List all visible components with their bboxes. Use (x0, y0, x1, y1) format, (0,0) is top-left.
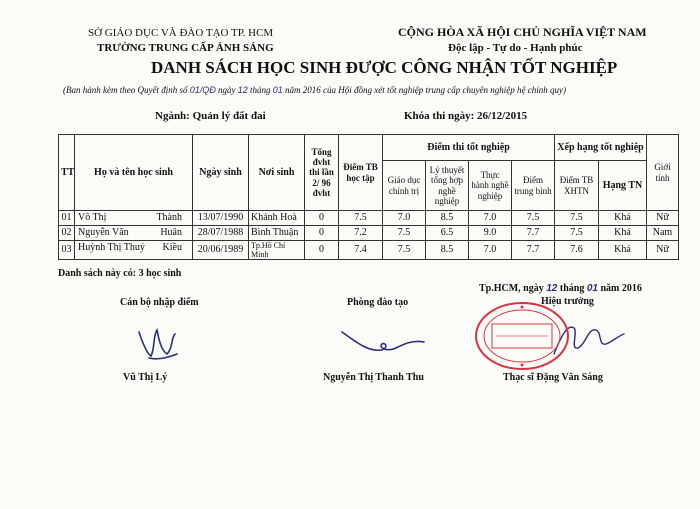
cell-dob: 28/07/1988 (193, 226, 249, 241)
cell-gender: Nữ (647, 241, 679, 260)
signature-month: 01 (586, 283, 598, 294)
school-seal-icon (472, 300, 572, 372)
cell-xhtn: 7.5 (555, 211, 599, 226)
cell-theory: 8.5 (426, 241, 469, 260)
col-gender: Giới tính (647, 135, 679, 211)
cell-rank: Khá (599, 241, 647, 260)
cell-dob: 20/06/1989 (193, 241, 249, 260)
subtitle-part-1: (Ban hành kèm theo Quyết định số (63, 85, 188, 95)
cell-pob: Bình Thuận (249, 226, 305, 241)
cell-pob: Khánh Hoà (249, 211, 305, 226)
signature-day: 12 (546, 283, 558, 294)
cell-practice: 7.0 (469, 211, 512, 226)
signature-date (479, 283, 642, 294)
cell-surname: Nguyễn Văn (78, 227, 129, 238)
col-pob: Nơi sinh (249, 135, 305, 211)
cell-exam-avg: 7.5 (512, 211, 555, 226)
cell-politics: 7.5 (383, 241, 426, 260)
cell-avg: 7.5 (339, 211, 383, 226)
col-rank: Hạng TN (599, 161, 647, 211)
principal-name: Thạc sĩ Đặng Văn Sáng (503, 372, 603, 383)
cell-exam-avg: 7.7 (512, 241, 555, 260)
cell-practice: 9.0 (469, 226, 512, 241)
major-label: Ngành: Quản lý đất đai (155, 110, 266, 122)
cell-total: 0 (305, 226, 339, 241)
decision-day: 12 (237, 85, 248, 95)
signature-month-label: tháng (559, 283, 585, 294)
col-tt: TT (59, 135, 75, 211)
cell-surname: Huỳnh Thị Thuý (78, 242, 145, 253)
exam-date-label: Khóa thi ngày: 26/12/2015 (404, 110, 528, 122)
cell-given-name: Huân (160, 227, 182, 238)
col-politics: Giáo dục chính trị (383, 161, 426, 211)
entry-officer-signature-icon (133, 318, 193, 368)
cell-rank: Khá (599, 226, 647, 241)
department-name: SỞ GIÁO DỤC VÀ ĐÀO TẠO TP. HCM (88, 27, 274, 39)
page-title: DANH SÁCH HỌC SINH ĐƯỢC CÔNG NHẬN TỐT NGHIỆP (151, 58, 618, 77)
signature-place: Tp.HCM, ngày (479, 283, 544, 294)
decision-number: 01/QĐ (189, 85, 216, 95)
table-row (59, 226, 679, 241)
school-name: TRƯỜNG TRUNG CẤP ÁNH SÁNG (97, 42, 274, 54)
cell-name (75, 211, 193, 226)
col-exam-avg: Điểm trung bình (512, 161, 555, 211)
graduation-table (58, 134, 679, 260)
cell-politics: 7.0 (383, 211, 426, 226)
cell-avg: 7.4 (339, 241, 383, 260)
entry-officer-title: Cán bộ nhập điểm (120, 297, 199, 308)
cell-given-name: Thành (156, 212, 182, 223)
table-row (59, 241, 679, 260)
col-xhtn: Điểm TB XHTN (555, 161, 599, 211)
col-dob: Ngày sinh (193, 135, 249, 211)
cell-xhtn: 7.5 (555, 226, 599, 241)
student-count: Danh sách này có: 3 học sinh (58, 268, 182, 279)
cell-pob: Tp.Hồ Chí Minh (249, 241, 305, 260)
cell-name (75, 226, 193, 241)
cell-theory: 6.5 (426, 226, 469, 241)
col-exam-group: Điểm thi tốt nghiệp (383, 135, 555, 161)
training-dept-title: Phòng đào tạo (347, 297, 409, 308)
col-theory: Lý thuyết tổng hợp nghề nghiệp (426, 161, 469, 211)
cell-tt: 03 (59, 241, 75, 260)
cell-gender: Nữ (647, 211, 679, 226)
signature-year: năm 2016 (600, 283, 642, 294)
republic-name: CỘNG HÒA XÃ HỘI CHỦ NGHĨA VIỆT NAM (398, 25, 647, 39)
entry-officer-name: Vũ Thị Lý (123, 372, 168, 383)
cell-exam-avg: 7.7 (512, 226, 555, 241)
cell-theory: 8.5 (426, 211, 469, 226)
col-practice: Thực hành nghề nghiệp (469, 161, 512, 211)
col-name: Họ và tên học sinh (75, 135, 193, 211)
cell-practice: 7.0 (469, 241, 512, 260)
col-rank-group: Xếp hạng tốt nghiệp (555, 135, 647, 161)
decision-month: 01 (272, 85, 283, 95)
cell-tt: 02 (59, 226, 75, 241)
subtitle-part-4: năm 2016 của Hội đồng xét tốt nghiệp trung cấp chuyên nghiệp hệ chính quy) (285, 85, 566, 95)
cell-dob: 13/07/1990 (193, 211, 249, 226)
principal-title: Hiệu trưởng (541, 296, 594, 307)
training-dept-signature-icon (338, 322, 428, 362)
col-total-credits: Tổng đvht thi lần 2/ 96 đvht (305, 135, 339, 211)
cell-gender: Nam (647, 226, 679, 241)
cell-total: 0 (305, 241, 339, 260)
cell-name (75, 241, 193, 260)
cell-tt: 01 (59, 211, 75, 226)
subtitle-part-3: tháng (250, 85, 271, 95)
cell-surname: Võ Thị (78, 212, 107, 223)
table-row (59, 211, 679, 226)
cell-politics: 7.5 (383, 226, 426, 241)
cell-avg: 7.2 (339, 226, 383, 241)
cell-rank: Khá (599, 211, 647, 226)
subtitle-part-2: ngày (218, 85, 236, 95)
col-avg: Điểm TB học tập (339, 135, 383, 211)
cell-given-name: Kiều (162, 242, 182, 253)
training-dept-name: Nguyễn Thị Thanh Thu (323, 372, 424, 383)
cell-xhtn: 7.6 (555, 241, 599, 260)
subtitle (63, 85, 566, 95)
national-motto: Độc lập - Tự do - Hạnh phúc (448, 42, 583, 54)
cell-total: 0 (305, 211, 339, 226)
